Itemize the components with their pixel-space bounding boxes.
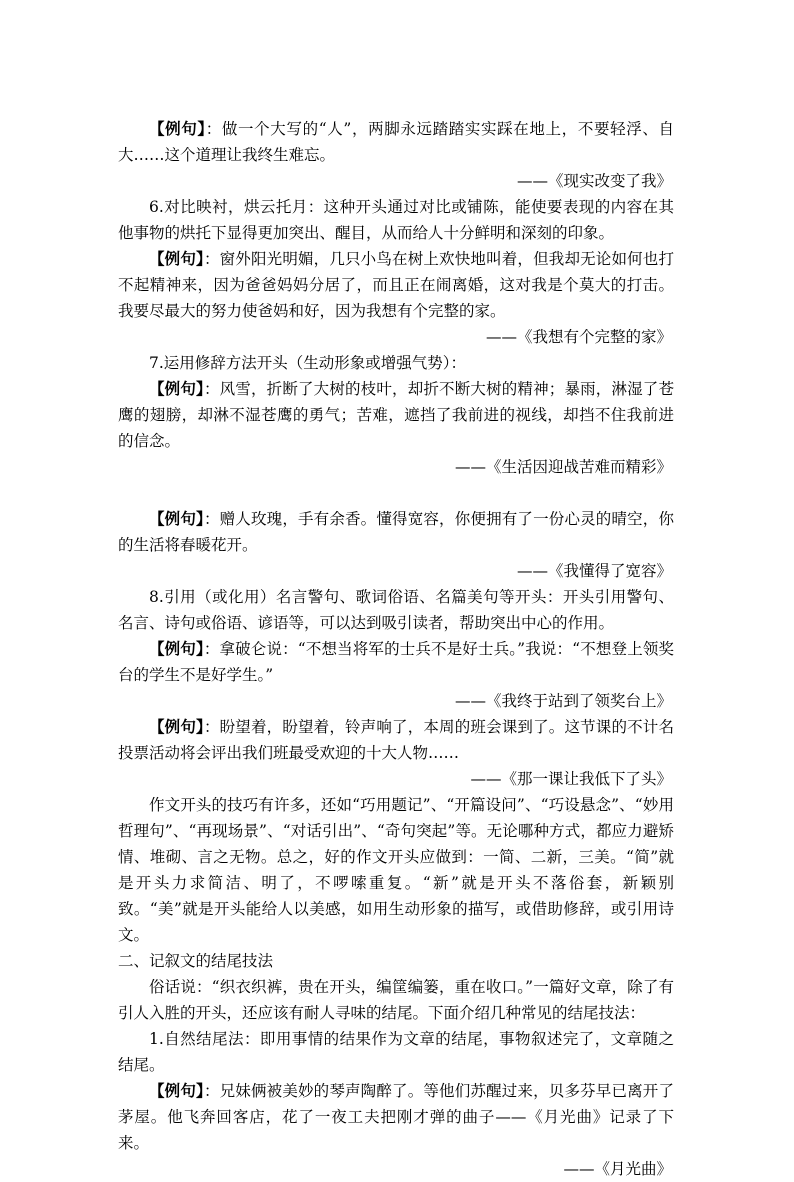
- example-paragraph: [118, 636, 674, 688]
- source-citation: ——《那一课让我低下了头》: [470, 770, 672, 788]
- example-paragraph: [118, 376, 674, 454]
- source-citation: ——《我懂得了宽容》: [516, 562, 672, 580]
- source-citation: ——《生活因迎战苦难而精彩》: [454, 458, 672, 476]
- example-tag: 【例句】: [149, 249, 204, 268]
- source-citation: ——《我终于站到了领奖台上》: [454, 692, 672, 710]
- blank-line: [118, 480, 674, 506]
- source-citation: ——《我想有个完整的家》: [485, 328, 672, 346]
- section-heading: 二、记叙文的结尾技法: [118, 952, 274, 970]
- technique-paragraph: 1.自然结尾法：即用事情的结果作为文章的结尾，事物叙述完了，文章随之结尾。: [118, 1030, 674, 1074]
- example-paragraph: [118, 1078, 674, 1156]
- example-text: ：盼望着，盼望着，铃声响了，本周的班会课到了。这节课的不计名投票活动将会评出我们班最受欢迎的十大人物……: [118, 718, 674, 762]
- example-paragraph: [118, 714, 674, 766]
- example-text: ：拿破仑说：“不想当将军的士兵不是好士兵。”我说：“不想登上领奖台的学生不是好学生。”: [118, 640, 674, 684]
- source-citation: ——《月光曲》: [563, 1160, 672, 1178]
- example-tag: 【例句】: [149, 1081, 204, 1100]
- technique-paragraph: 8.引用（或化用）名言警句、歌词俗语、名篇美句等开头：开头引用警句、名言、诗句或俗语、谚语等，可以达到吸引读者，帮助突出中心的作用。: [118, 588, 674, 632]
- example-text: ：窗外阳光明媚，几只小鸟在树上欢快地叫着，但我却无论如何也打不起精神来，因为爸爸妈妈分居了，而且正在闹离婚，这对我是个莫大的打击。我要尽最大的努力使爸妈和好，因为我想有个完整的家。: [118, 250, 674, 320]
- summary-paragraph: 作文开头的技巧有许多，还如“巧用题记”、“开篇设问”、“巧设悬念”、“妙用哲理句”、“再现场景”、“对话引出”、“奇句突起”等。无论哪种方式，都应力避矫情、堆砌、言之无物。总之，好的作文开头应做到：一简、二新，三美。“简”就是开头力求简洁、明了，不啰嗦重复。“新”就是开头不落俗套，新颖别致。“美”就是开头能给人以美感，如用生动形象的描写，或借助修辞，或引用诗文。: [118, 796, 674, 944]
- intro-paragraph: 俗话说：“织衣织裤，贵在开头，编筐编篓，重在收口。”一篇好文章，除了有引人入胜的开头，还应该有耐人寻味的结尾。下面介绍几种常见的结尾技法：: [118, 978, 674, 1022]
- example-text: ：兄妹俩被美妙的琴声陶醉了。等他们苏醒过来，贝多芬早已离开了茅屋。他飞奔回客店，花了一夜工夫把刚才弹的曲子——《月光曲》记录了下来。: [118, 1082, 674, 1152]
- technique-paragraph: 7.运用修辞方法开头（生动形象或增强气势）：: [149, 354, 467, 372]
- example-paragraph: [118, 506, 674, 558]
- source-citation: ——《现实改变了我》: [516, 172, 672, 190]
- technique-paragraph: 6.对比映衬，烘云托月：这种开头通过对比或铺陈，能使要表现的内容在其他事物的烘托下显得更加突出、醒目，从而给人十分鲜明和深刻的印象。: [118, 198, 674, 242]
- example-tag: 【例句】: [149, 119, 206, 138]
- example-paragraph: [118, 116, 674, 168]
- example-tag: 【例句】: [149, 379, 204, 398]
- example-tag: 【例句】: [149, 509, 204, 528]
- example-tag: 【例句】: [149, 717, 204, 736]
- example-text: ：风雪，折断了大树的枝叶，却折不断大树的精神；暴雨，淋湿了苍鹰的翅膀，却淋不湿苍鹰的勇气；苦难，遮挡了我前进的视线，却挡不住我前进的信念。: [118, 380, 674, 450]
- document-page: [118, 116, 674, 1182]
- example-paragraph: [118, 246, 674, 324]
- example-text: ：赠人玫瑰，手有余香。懂得宽容，你便拥有了一份心灵的晴空，你的生活将春暖花开。: [118, 510, 674, 554]
- example-tag: 【例句】: [149, 639, 204, 658]
- example-text: ：做一个大写的“人”，两脚永远踏踏实实踩在地上，不要轻浮、自大……这个道理让我终生难忘。: [118, 120, 674, 164]
